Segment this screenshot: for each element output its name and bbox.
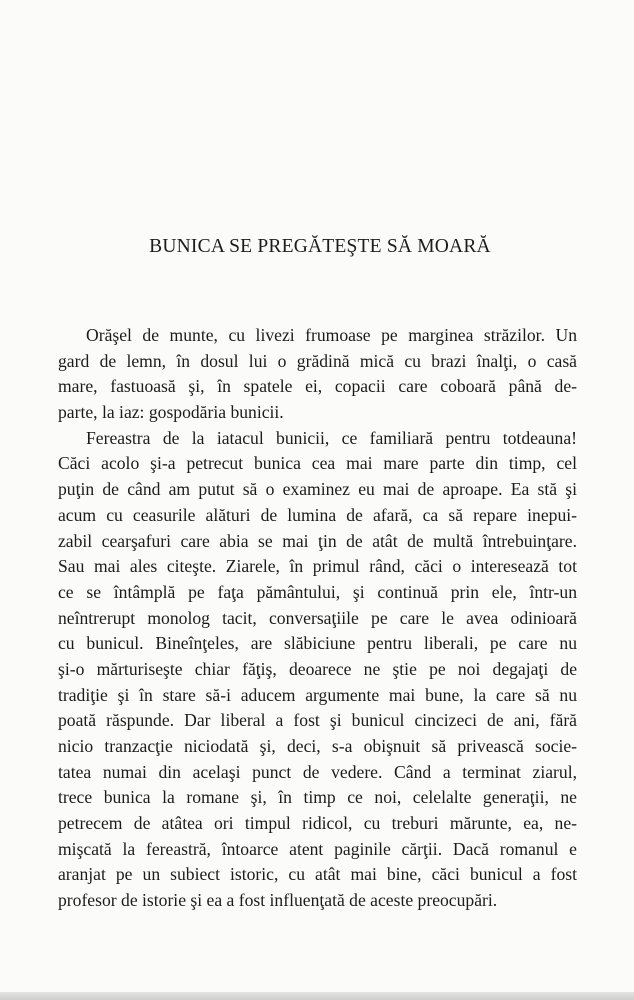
text-line: şi-o mărturiseşte chiar făţiş, deoarece ne ştie pe noi degajaţi de xyxy=(58,658,577,679)
text-line: mişcată la fereastră, întoarce atent paginile cărţii. Dacă romanul e xyxy=(58,838,577,859)
text-line: neîntrerupt monolog tacit, conversaţiile pe care le avea odinioară xyxy=(58,607,577,628)
text-line: Căci acolo şi-a petrecut bunica cea mai mare parte din timp, cel xyxy=(58,453,577,474)
text-line: cu bunicul. Bineînţeles, are slăbiciune pentru liberali, pe care nu xyxy=(58,633,577,654)
text-line: Sau mai ales citeşte. Ziarele, în primul rând, căci o interesează tot xyxy=(58,556,577,577)
text-line: puţin de când am putut să o examinez eu mai de aproape. Ea stă şi xyxy=(58,479,577,500)
text-line: zabil cearşafuri care abia se mai ţin de atât de multă întrebuinţare. xyxy=(58,530,577,551)
text-line: tatea numai din acelaşi punct de vedere. Când a terminat ziarul, xyxy=(58,761,577,782)
text-line: ce se întâmplă pe faţa pământului, şi continuă prin ele, într-un xyxy=(58,581,577,602)
text-line: nicio tranzacţie niciodată şi, deci, s-a obişnuit să privească socie- xyxy=(58,736,577,756)
paragraph-2 xyxy=(58,426,577,914)
text-line: acum cu ceasurile alături de lumina de afară, ca să repare inepui- xyxy=(58,504,577,525)
text-line: Orăşel de munte, cu livezi frumoase pe marginea străzilor. Un xyxy=(86,325,577,345)
text-line: mare, fastuoasă şi, în spatele ei, copacii care coboară până de- xyxy=(58,376,577,397)
text-line: gard de lemn, în dosul lui o grădină mică cu brazi înalţi, o casă xyxy=(58,350,577,371)
text-line: profesor de istorie şi ea a fost influenţată de aceste preocupări. xyxy=(58,890,498,911)
text-line: parte, la iaz: gospodăria bunicii. xyxy=(58,402,284,423)
text-line: trece bunica la romane şi, în timp ce noi, celelalte generaţii, ne xyxy=(58,787,577,808)
text-line: petrecem de atâtea ori timpul ridicol, cu treburi mărunte, ea, ne- xyxy=(58,813,577,834)
page-bottom-edge xyxy=(0,992,634,1000)
text-line: poată răspunde. Dar liberal a fost şi bunicul cincizeci de ani, fără xyxy=(58,710,577,731)
paragraph-1 xyxy=(58,323,577,426)
body-text xyxy=(58,323,577,914)
text-line: tradiţie şi în stare să-i aducem argumente mai bune, la care să nu xyxy=(58,684,577,705)
text-line: aranjat pe un subiect istoric, cu atât mai bine, căci bunicul a fost xyxy=(58,864,577,885)
text-line: Fereastra de la iatacul bunicii, ce familiară pentru totdeauna! xyxy=(86,427,577,448)
chapter-title: BUNICA SE PREGĂTEŞTE SĂ MOARĂ xyxy=(149,236,491,257)
